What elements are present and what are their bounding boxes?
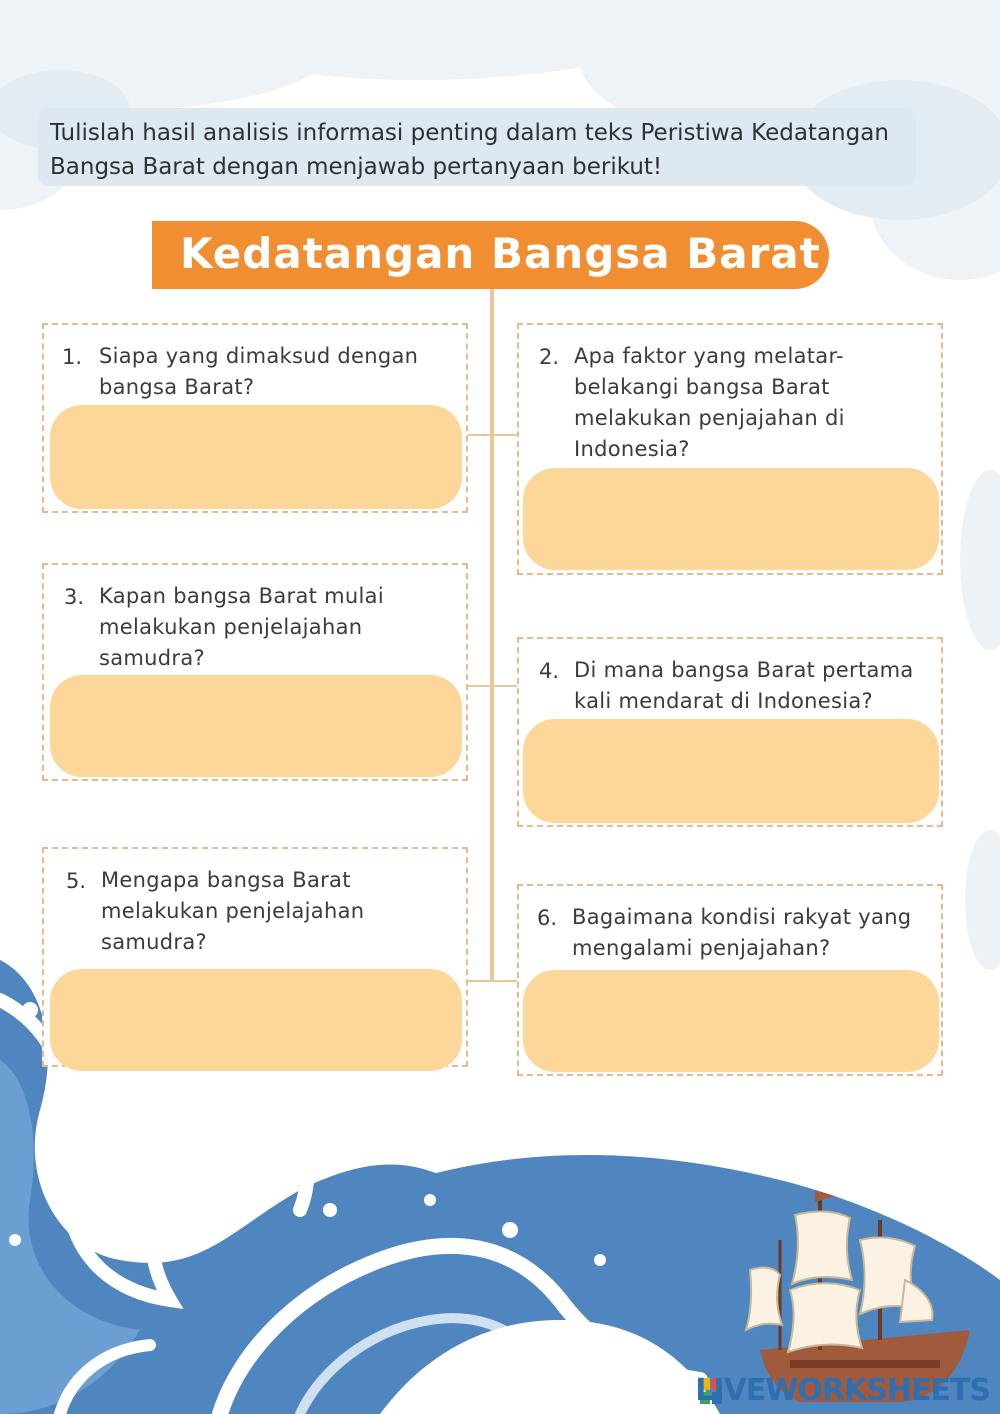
answer-field-6[interactable] [523,970,939,1072]
page-title: Kedatangan Bangsa Barat [180,229,821,278]
question-card-6 [517,884,943,1076]
question-number: 4. [539,659,560,683]
question-text: Siapa yang dimaksud dengan bangsa Barat? [99,344,419,399]
question-text: Apa faktor yang melatar-belakangi bangsa Barat melakukan penjajahan di Indonesia? [574,344,845,461]
answer-field-2[interactable] [523,468,939,570]
question-text: Di mana bangsa Barat pertama kali mendarat di Indonesia? [574,658,914,713]
connector-h2 [465,685,519,687]
connector-h1 [465,434,519,436]
question-text: Mengapa bangsa Barat melakukan penjelajahan samudra? [101,868,365,954]
answer-field-4[interactable] [523,719,939,823]
connector-h3 [465,980,519,982]
watermark-text: LIVEWORKSHEETS [695,1373,990,1408]
question-card-1 [42,323,468,513]
question-number: 3. [64,585,85,609]
question-card-2 [517,323,943,575]
answer-field-5[interactable] [50,969,462,1071]
question-number: 1. [62,345,83,369]
question-card-3 [42,563,468,781]
instruction-text: Tulislah hasil analisis informasi penting dalam teks Peristiwa Kedatangan Bangsa Barat dengan menjawab pertanyaan berikut! [38,108,916,186]
title-banner [152,221,829,289]
question-text: Bagaimana kondisi rakyat yang mengalami penjajahan? [572,905,912,960]
question-card-4 [517,637,943,827]
question-number: 5. [66,869,87,893]
answer-field-1[interactable] [50,405,462,509]
answer-field-3[interactable] [50,675,462,777]
question-card-5 [42,847,468,1067]
connector-vertical [490,289,494,982]
question-number: 2. [539,345,560,369]
question-text: Kapan bangsa Barat mulai melakukan penjelajahan samudra? [99,584,384,670]
question-number: 6. [537,906,558,930]
